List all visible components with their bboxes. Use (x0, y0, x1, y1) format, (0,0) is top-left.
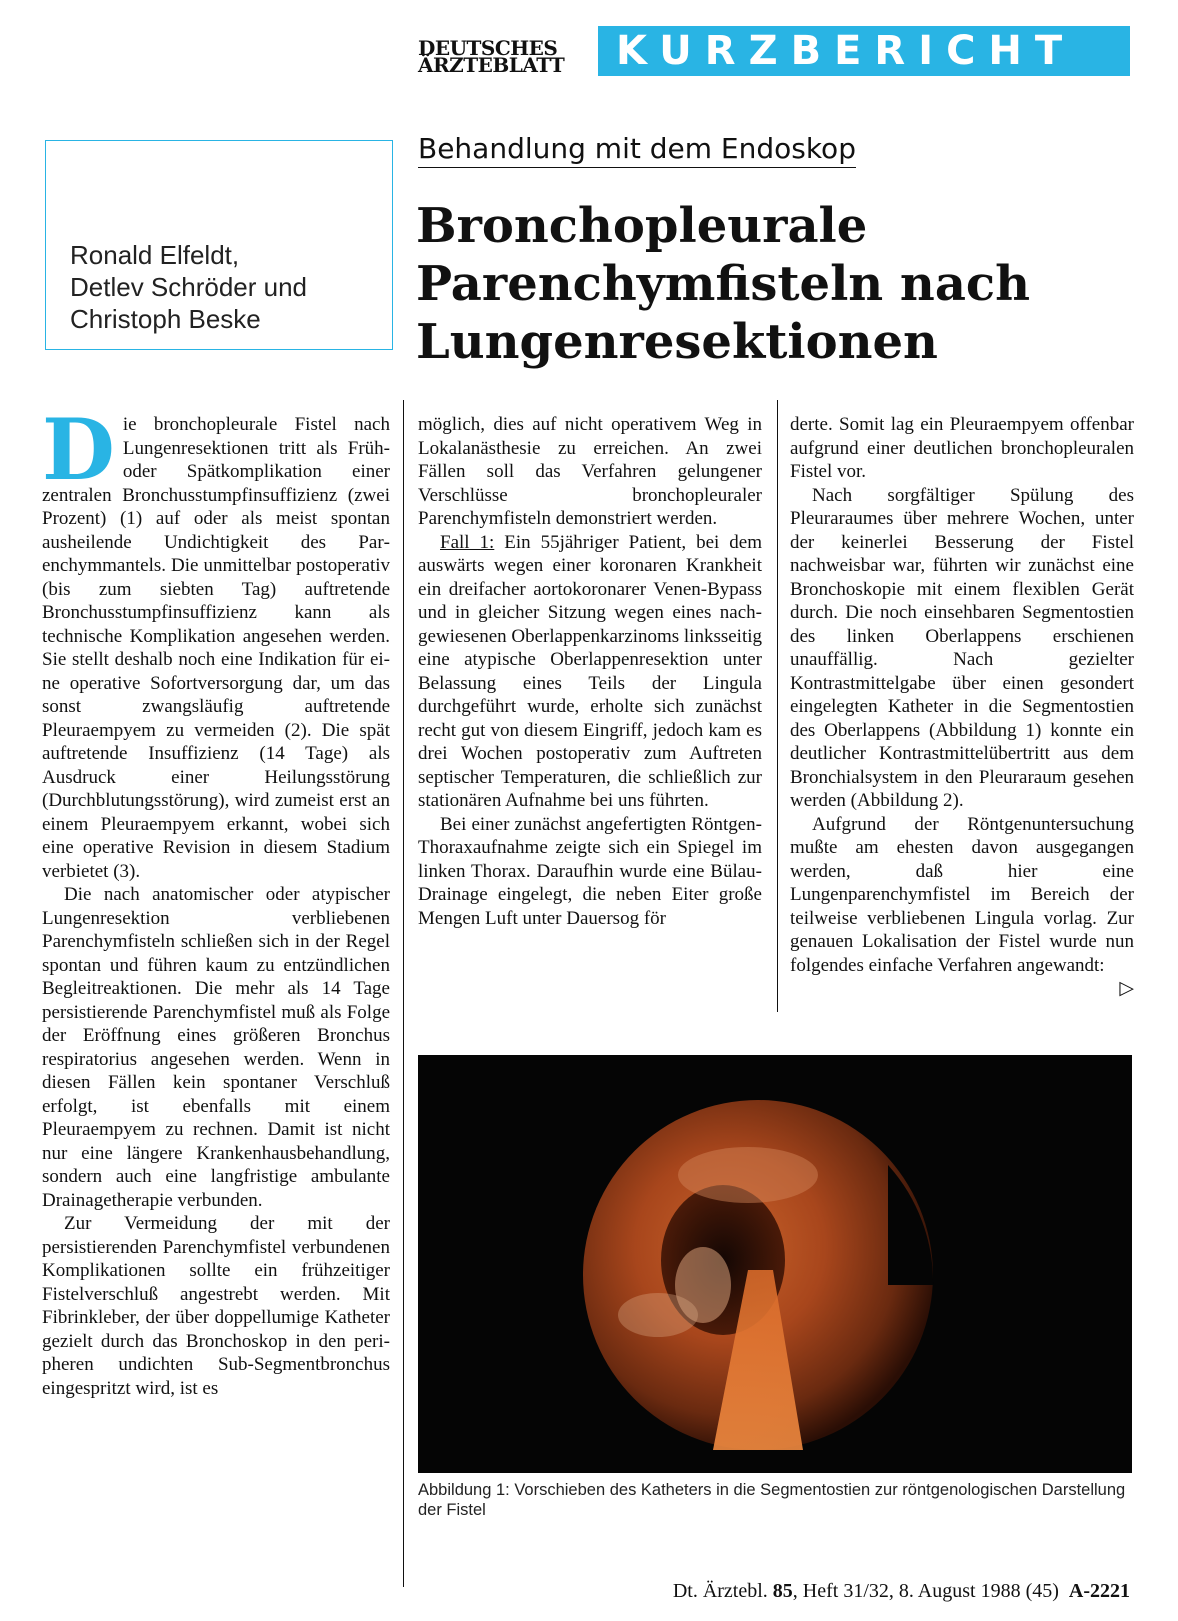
author-1: Ronald Elfeldt, (70, 240, 240, 270)
author-3: Christoph Beske (70, 304, 261, 334)
issue-date: , Heft 31/32, 8. August 1988 (45) (792, 1580, 1059, 1602)
author-box (45, 140, 393, 350)
author-2: Detlev Schröder und (70, 272, 308, 302)
paragraph: Bei einer zunächst angefertigten Röntgen-Thoraxaufnahme zeigte sich ein Spiegel im linken Thorax. Daraufhin wurde eine Bülau-Drainage eingelegt, die neben Eiter große Mengen Luft unter Dauersog för (418, 813, 762, 929)
journal-name: Dt. Ärztebl. (672, 1580, 768, 1602)
logo-line-1: DEUTSCHES (418, 36, 558, 60)
article-kicker: Behandlung mit dem Endoskop (418, 132, 856, 168)
text-column-2 (418, 413, 762, 930)
journal-logo (418, 36, 588, 77)
page-footer (600, 1580, 1130, 1603)
headline-line-2: Parenchymfisteln nach (416, 256, 1031, 312)
endoscopy-image (418, 1055, 1132, 1473)
paragraph (42, 400, 390, 883)
drop-cap: D (42, 400, 115, 499)
column-rule-2 (777, 400, 778, 1012)
endoscopy-photo (418, 1055, 1132, 1473)
column-rule-1 (403, 400, 404, 1587)
logo-line-2: ÄRZTEBLATT (418, 53, 565, 77)
paragraph: möglich, dies auf nicht operativem Weg in Lokalanästhesie zu erreichen. An zwei Fällen soll das Verfahren gelungener Verschlüsse bronchopleuraler Parenchymfisteln demonstriert werden. (418, 414, 762, 529)
paragraph (418, 531, 762, 813)
paragraph (790, 813, 1134, 999)
paragraph-text: Ein 55jähriger Patient, bei dem auswärts wegen einer koronaren Krankheit ein dreifacher aortokoronarer Venen-Bypass und in gleicher Sitzung wegen eines nachgewiesenen Oberlappenkarzinoms linksseitig eine atypische Oberlappenresektion unter Belassung eines Teils der Lingula durchgeführt wurde, erholte sich zunächst recht gut von diesem Eingriff, jedoch kam es drei Wochen postoperativ zum Auftreten septischer Temperaturen, die schließlich zur stationären Aufnahme bei uns führten. (418, 531, 763, 811)
paragraph: Zur Vermeidung der mit der persistierenden Parenchymfistel verbundenen Komplikationen sollte ein frühzeitiger Fistelverschluß angestrebt werden. Mit Fibrinkleber, der über doppellumige Katheter gezielt durch das Bronchoskop in den peripheren undichten Sub-Segmentbronchus eingespritzt wird, ist es (42, 1213, 390, 1399)
headline-line-3: Lungenresektionen (416, 314, 938, 370)
volume-number: 85 (772, 1580, 793, 1602)
paragraph: Die nach anatomischer oder atypischer Lungenresektion verbliebenen Parenchymfisteln schließen sich in der Regel spontan und führen kaum zu entzündlichen Begleitreaktionen. Die mehr als 14 Tage persistierende Parenchymfistel muß als Folge der Eröffnung eines größeren Bronchus respiratorius angesehen werden. Wenn in diesen Fällen kein spontaner Verschluß erfolgt, ist ebenfalls mit einem Pleuraempyem zu rechnen. Damit ist nicht nur eine längere Krankenhausbehandlung, sondern auch eine langfristige ambulante Drainagetherapie verbunden. (42, 884, 390, 1211)
headline-line-1: Bronchopleurale (416, 198, 868, 254)
figure-caption: Abbildung 1: Vorschieben des Katheters in die Segmentostien zur röntgenologischen Darstellung der Fistel (418, 1481, 1126, 1519)
case-label: Fall 1: (440, 531, 495, 553)
section-label: KURZBERICHT (616, 28, 1076, 74)
text-column-1 (42, 400, 390, 1400)
paragraph: Nach sorgfältiger Spülung des Pleuraraumes über mehrere Wochen, unter der keinerlei Besserung der Fistel nachweisbar war, führten wir zunächst eine Bronchoskopie mit einem flexiblen Gerät durch. Die noch einsehbaren Segmentostien des linken Oberlappens erschienen unauffällig. Nach gezielter Kontrastmittelgabe über einen gesondert eingelegten Katheter in die Segmentostien des Oberlappens (Abbildung 1) konnte ein deutlicher Kontrastmittelübertritt aus dem Bronchialsystem in den Pleuraraum gesehen werden (Abbildung 2). (790, 484, 1134, 811)
paragraph-text: Aufgrund der Röntgenuntersuchung mußte am ehesten davon ausgegangen werden, daß hier eine Lungenparenchymfistel im Bereich der teilweise verbliebenen Lingula vorlag. Zur genauen Lokalisation der Fistel wurde nun folgendes einfache Verfahren angewandt: (790, 813, 1134, 976)
paragraph: derte. Somit lag ein Pleuraempyem offenbar aufgrund einer deutlichen bronchopleuralen Fistel vor. (790, 414, 1134, 482)
page-number: A-2221 (1068, 1580, 1130, 1602)
section-banner (598, 26, 1130, 76)
text-column-3 (790, 413, 1134, 1001)
continue-arrow-icon: ▷ (1119, 978, 1134, 999)
author-list (70, 239, 307, 335)
paragraph-text: ie bronchopleurale Fistel nach Lungenresektionen tritt als Früh- oder Spätkomplikation einer zentralen Bronchusstumpfinsuffizienz (zwei Prozent) (1) auf oder als meist spontan ausheilende Undichtigkeit des Parenchymmantels. Die unmittelbar postoperativ (bis zum siebten Tag) auftretende Bronchusstumpfinsuffizienz kann als technische Komplikation angesehen werden. Sie stellt deshalb noch eine Indikation für eine operative Sofortversorgung dar, um das sonst zwangsläufig auftretende Pleuraempyem zu vermeiden (2). Die spät auftretende Insuffizienz (14 Tage) als Ausdruck einer Heilungsstörung (Durchblutungsstörung), wird zumeist erst an einem Pleuraempyem erkannt, wobei sich eine operative Revision in diesem Stadium verbietet (3). (42, 414, 390, 882)
article-headline (416, 197, 1136, 371)
